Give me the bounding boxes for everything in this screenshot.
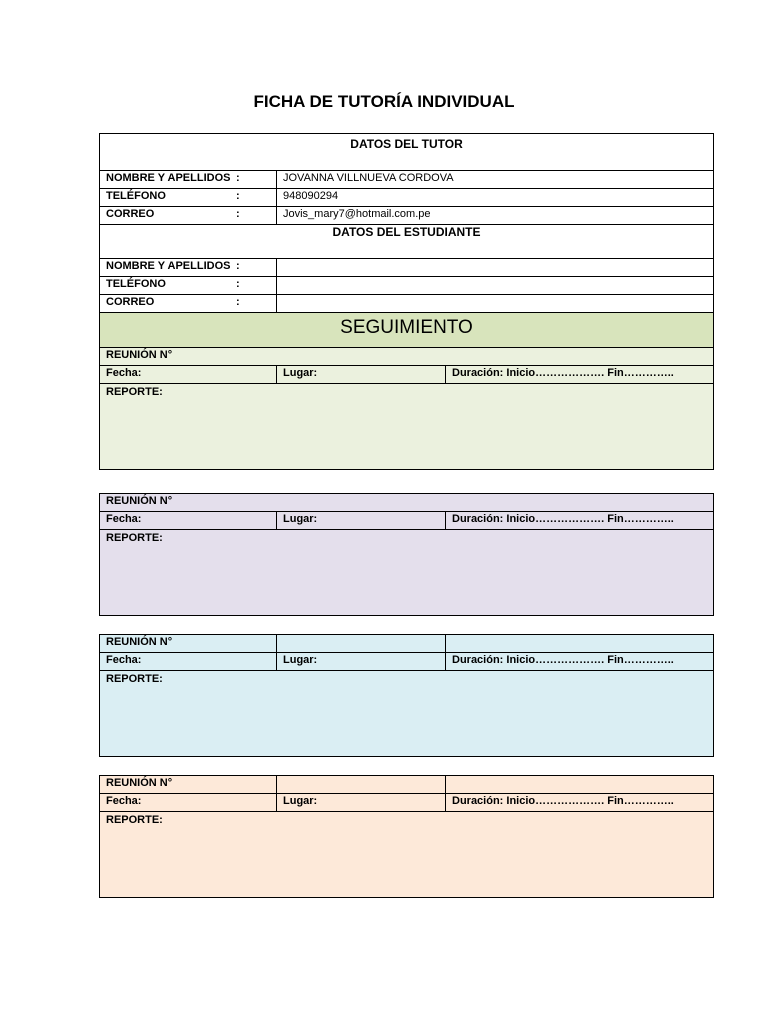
meeting-3-number-field-a[interactable]: [277, 635, 446, 653]
meeting-4-table: [99, 775, 714, 898]
main-form-table: [99, 133, 714, 470]
tutor-heading: DATOS DEL TUTOR: [100, 134, 714, 171]
meeting-1-date[interactable]: Fecha:: [100, 366, 277, 384]
meeting-1-report[interactable]: REPORTE:: [100, 384, 714, 470]
student-name-label: NOMBRE Y APELLIDOS :: [100, 259, 277, 277]
tutor-email-value: Jovis_mary7@hotmail.com.pe: [277, 207, 714, 225]
meeting-4-number[interactable]: REUNIÓN N°: [100, 776, 277, 794]
tutor-phone-label: TELÉFONO :: [100, 189, 277, 207]
student-phone-label: TELÉFONO :: [100, 277, 277, 295]
meeting-2-table: [99, 493, 714, 616]
student-email-label: CORREO :: [100, 295, 277, 313]
meeting-2-duration[interactable]: Duración: Inicio………………. Fin…………..: [446, 512, 714, 530]
meeting-4-place[interactable]: Lugar:: [277, 794, 446, 812]
meeting-4-report[interactable]: REPORTE:: [100, 812, 714, 898]
student-name-field[interactable]: [277, 259, 714, 277]
meeting-2-date[interactable]: Fecha:: [100, 512, 277, 530]
meeting-3-date[interactable]: Fecha:: [100, 653, 277, 671]
meeting-3-report[interactable]: REPORTE:: [100, 671, 714, 757]
meeting-2-report[interactable]: REPORTE:: [100, 530, 714, 616]
meeting-3-number-field-b[interactable]: [446, 635, 714, 653]
meeting-3-place[interactable]: Lugar:: [277, 653, 446, 671]
meeting-4-duration[interactable]: Duración: Inicio………………. Fin…………..: [446, 794, 714, 812]
student-heading: DATOS DEL ESTUDIANTE: [100, 225, 714, 259]
meeting-3-table: [99, 634, 714, 757]
meeting-1-place[interactable]: Lugar:: [277, 366, 446, 384]
meeting-1-number[interactable]: REUNIÓN N°: [100, 348, 714, 366]
tutor-name-value: JOVANNA VILLNUEVA CORDOVA: [277, 171, 714, 189]
seguimiento-heading: SEGUIMIENTO: [100, 313, 714, 348]
meeting-4-number-field-b[interactable]: [446, 776, 714, 794]
student-phone-field[interactable]: [277, 277, 714, 295]
meeting-2-place[interactable]: Lugar:: [277, 512, 446, 530]
meeting-2-number[interactable]: REUNIÓN N°: [100, 494, 714, 512]
tutor-phone-value: 948090294: [277, 189, 714, 207]
meeting-4-date[interactable]: Fecha:: [100, 794, 277, 812]
tutor-email-label: CORREO :: [100, 207, 277, 225]
meeting-4-number-field-a[interactable]: [277, 776, 446, 794]
page-title: FICHA DE TUTORÍA INDIVIDUAL: [253, 92, 515, 111]
meeting-3-number[interactable]: REUNIÓN N°: [100, 635, 277, 653]
meeting-3-duration[interactable]: Duración: Inicio………………. Fin…………..: [446, 653, 714, 671]
meeting-1-duration[interactable]: Duración: Inicio………………. Fin…………..: [446, 366, 714, 384]
tutor-name-label: NOMBRE Y APELLIDOS :: [100, 171, 277, 189]
student-email-field[interactable]: [277, 295, 714, 313]
